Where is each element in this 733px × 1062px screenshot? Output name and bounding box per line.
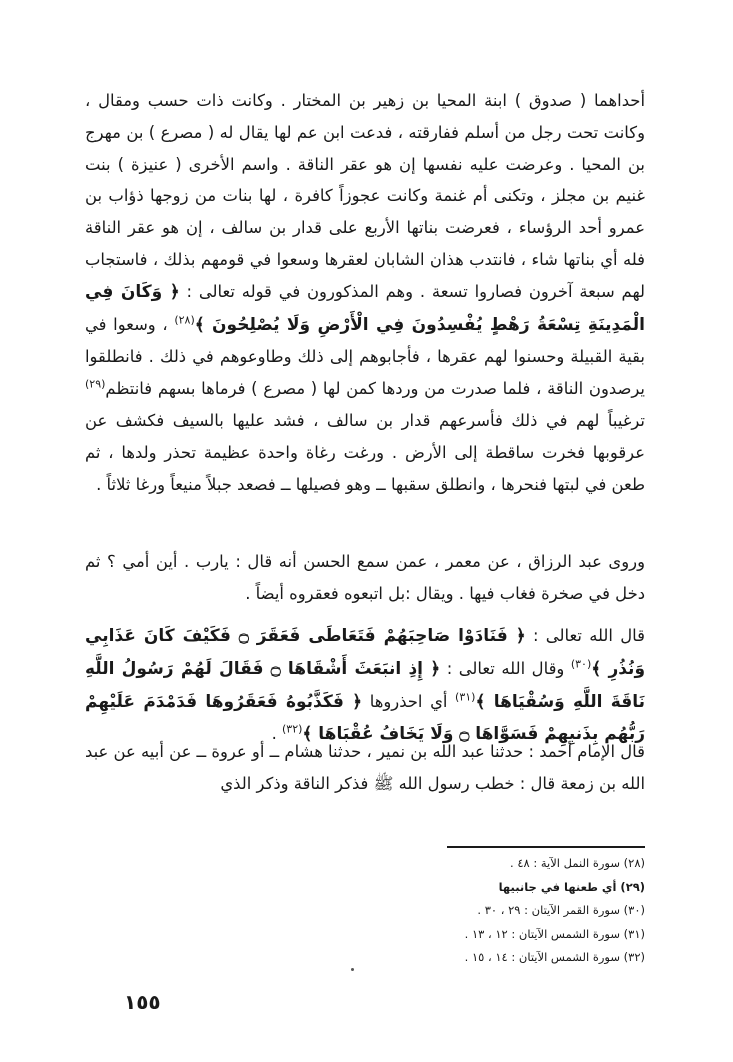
text-segment: . (271, 724, 282, 744)
text-segment: وروى عبد الرزاق ، عن معمر ، عمن سمع الحسن أنه قال : يارب . أين أمي ؟ ثم دخل في صخرة فغاب فيها . ويقال :بل اتبعوه فعقروه أيضاً . (85, 552, 645, 603)
footnote-28: (٢٨) سورة النمل الآية : ٤٨ . (510, 856, 645, 870)
paragraph-text (85, 546, 645, 610)
footnote-ref: (٣١) (455, 690, 476, 704)
footnote-ref: (٢٩) (85, 377, 106, 391)
footnote-divider (447, 846, 645, 848)
text-segment: قال الإمام أحمد : حدثنا عبد الله بن نمير ، حدثنا هشام ــ أو عروة ــ عن أبيه عن عبد الله بن زمعة قال : خطب رسول الله ﷺ فذكر الناقة وذكر الذي (85, 742, 645, 793)
quran-verse: ﴿ إِذِ انبَعَثَ أَشْقَاهَا ۝ فَقَالَ لَهُمْ رَسُولُ اللَّهِ نَاقَةَ اللَّهِ وَسُقْيَاهَا ﴾ (85, 658, 645, 712)
footnote-ref: (٣٠) (570, 657, 592, 671)
paragraph-3 (85, 620, 645, 751)
footnotes-list (85, 852, 645, 970)
footnote-29: (٢٩) أي طعنها في جانبيها (498, 879, 645, 894)
paragraph-2 (85, 546, 645, 610)
quran-verse: ﴿ وَكَانَ فِي الْمَدِينَةِ تِسْعَةُ رَهْطٍ يُفْسِدُونَ فِي الْأَرْضِ وَلَا يُصْلِحُونَ ﴾ (85, 281, 645, 335)
page-number: ١٥٥ (124, 990, 161, 1014)
quran-verse: ﴿ فَنَادَوْا صَاحِبَهُمْ فَتَعَاطَى فَعَقَرَ ۝ فَكَيْفَ كَانَ عَذَابِي وَنُذُرِ ﴾ (85, 626, 646, 679)
text-segment: ترغيباً لهم في ذلك فأسرعهم قدار بن سالف ، فشد عليها بالسيف فكشف عن عرقوبها فخرت ساقطة إلى الأرض . ورغت رغاة واحدة عظيمة تحذر ولدها ، ثم طعن في لبتها فنحرها ، وانطلق سقبها ــ وهو فصيلها ــ فصعد جبلاً منيعاً ورغا ثلاثاً . (85, 410, 645, 494)
text-segment: أحداهما ( صدوق ) ابنة المحيا بن زهير بن المختار . وكانت ذات حسب ومقال ، وكانت تحت رجل من أسلم ففارقته ، فدعت ابن عم لها يقال له ( مصرع ) بن مهرج بن المحيا . وعرضت عليه نفسها إن هو عقر الناقة . واسم الأخرى ( عنيزة ) بنت غنيم بن مجلز ، وتكنى أم غنمة وكانت عجوزاً كافرة ، لها بنات من زوجها ذؤاب بن عمرو أحد الرؤساء ، فعرضت بناتها الأربع على قدار بن سالف ، إن هو عقر الناقة فله أي بناتها شاء ، فانتدب هذان الشابان لعقرها وسعوا في قومهم بذلك ، فاستجاب لهم سبعة آخرون فصاروا تسعة . وهم المذكورون في قوله تعالى : (85, 91, 645, 301)
paragraph-text (85, 620, 645, 751)
footnote-30: (٣٠) سورة القمر الآيتان : ٢٩ ، ٣٠ . (477, 903, 645, 917)
paragraph-text (85, 85, 645, 500)
text-segment: ، وسعوا في بقية القبيلة وحسنوا لهم عقرها ، فأجابوهم إلى ذلك وطاوعوهم في ذلك . فانطلقوا يرصدون الناقة ، فلما صدرت من وردها كمن لها ( مصرع ) فرماها بسهم فانتظم (85, 314, 645, 399)
paragraph-4 (85, 736, 645, 800)
footnote-32: (٣٢) سورة الشمس الآيتان : ١٤ ، ١٥ . (464, 950, 645, 964)
footnote-ref: (٣٢) (281, 722, 303, 736)
scan-speck (351, 968, 354, 971)
text-segment: قال الله تعالى : (525, 626, 645, 645)
paragraph-1 (85, 85, 645, 500)
quran-verse: ﴿ فَكَذَّبُوهُ فَعَقَرُوهَا فَدَمْدَمَ عَلَيْهِمْ رَبُّهُم بِذَنبِهِمْ فَسَوَّاهَا ۝ وَلَا يَخَافُ عُقْبَاهَا ﴾ (85, 691, 645, 745)
footnote-31: (٣١) سورة الشمس الآيتان : ١٢ ، ١٣ . (464, 926, 645, 941)
text-segment: وقال الله تعالى : (440, 658, 571, 678)
text-segment: أي احذروها (362, 691, 456, 711)
paragraph-text (85, 736, 645, 800)
footnote-ref: (٢٨) (174, 313, 195, 327)
